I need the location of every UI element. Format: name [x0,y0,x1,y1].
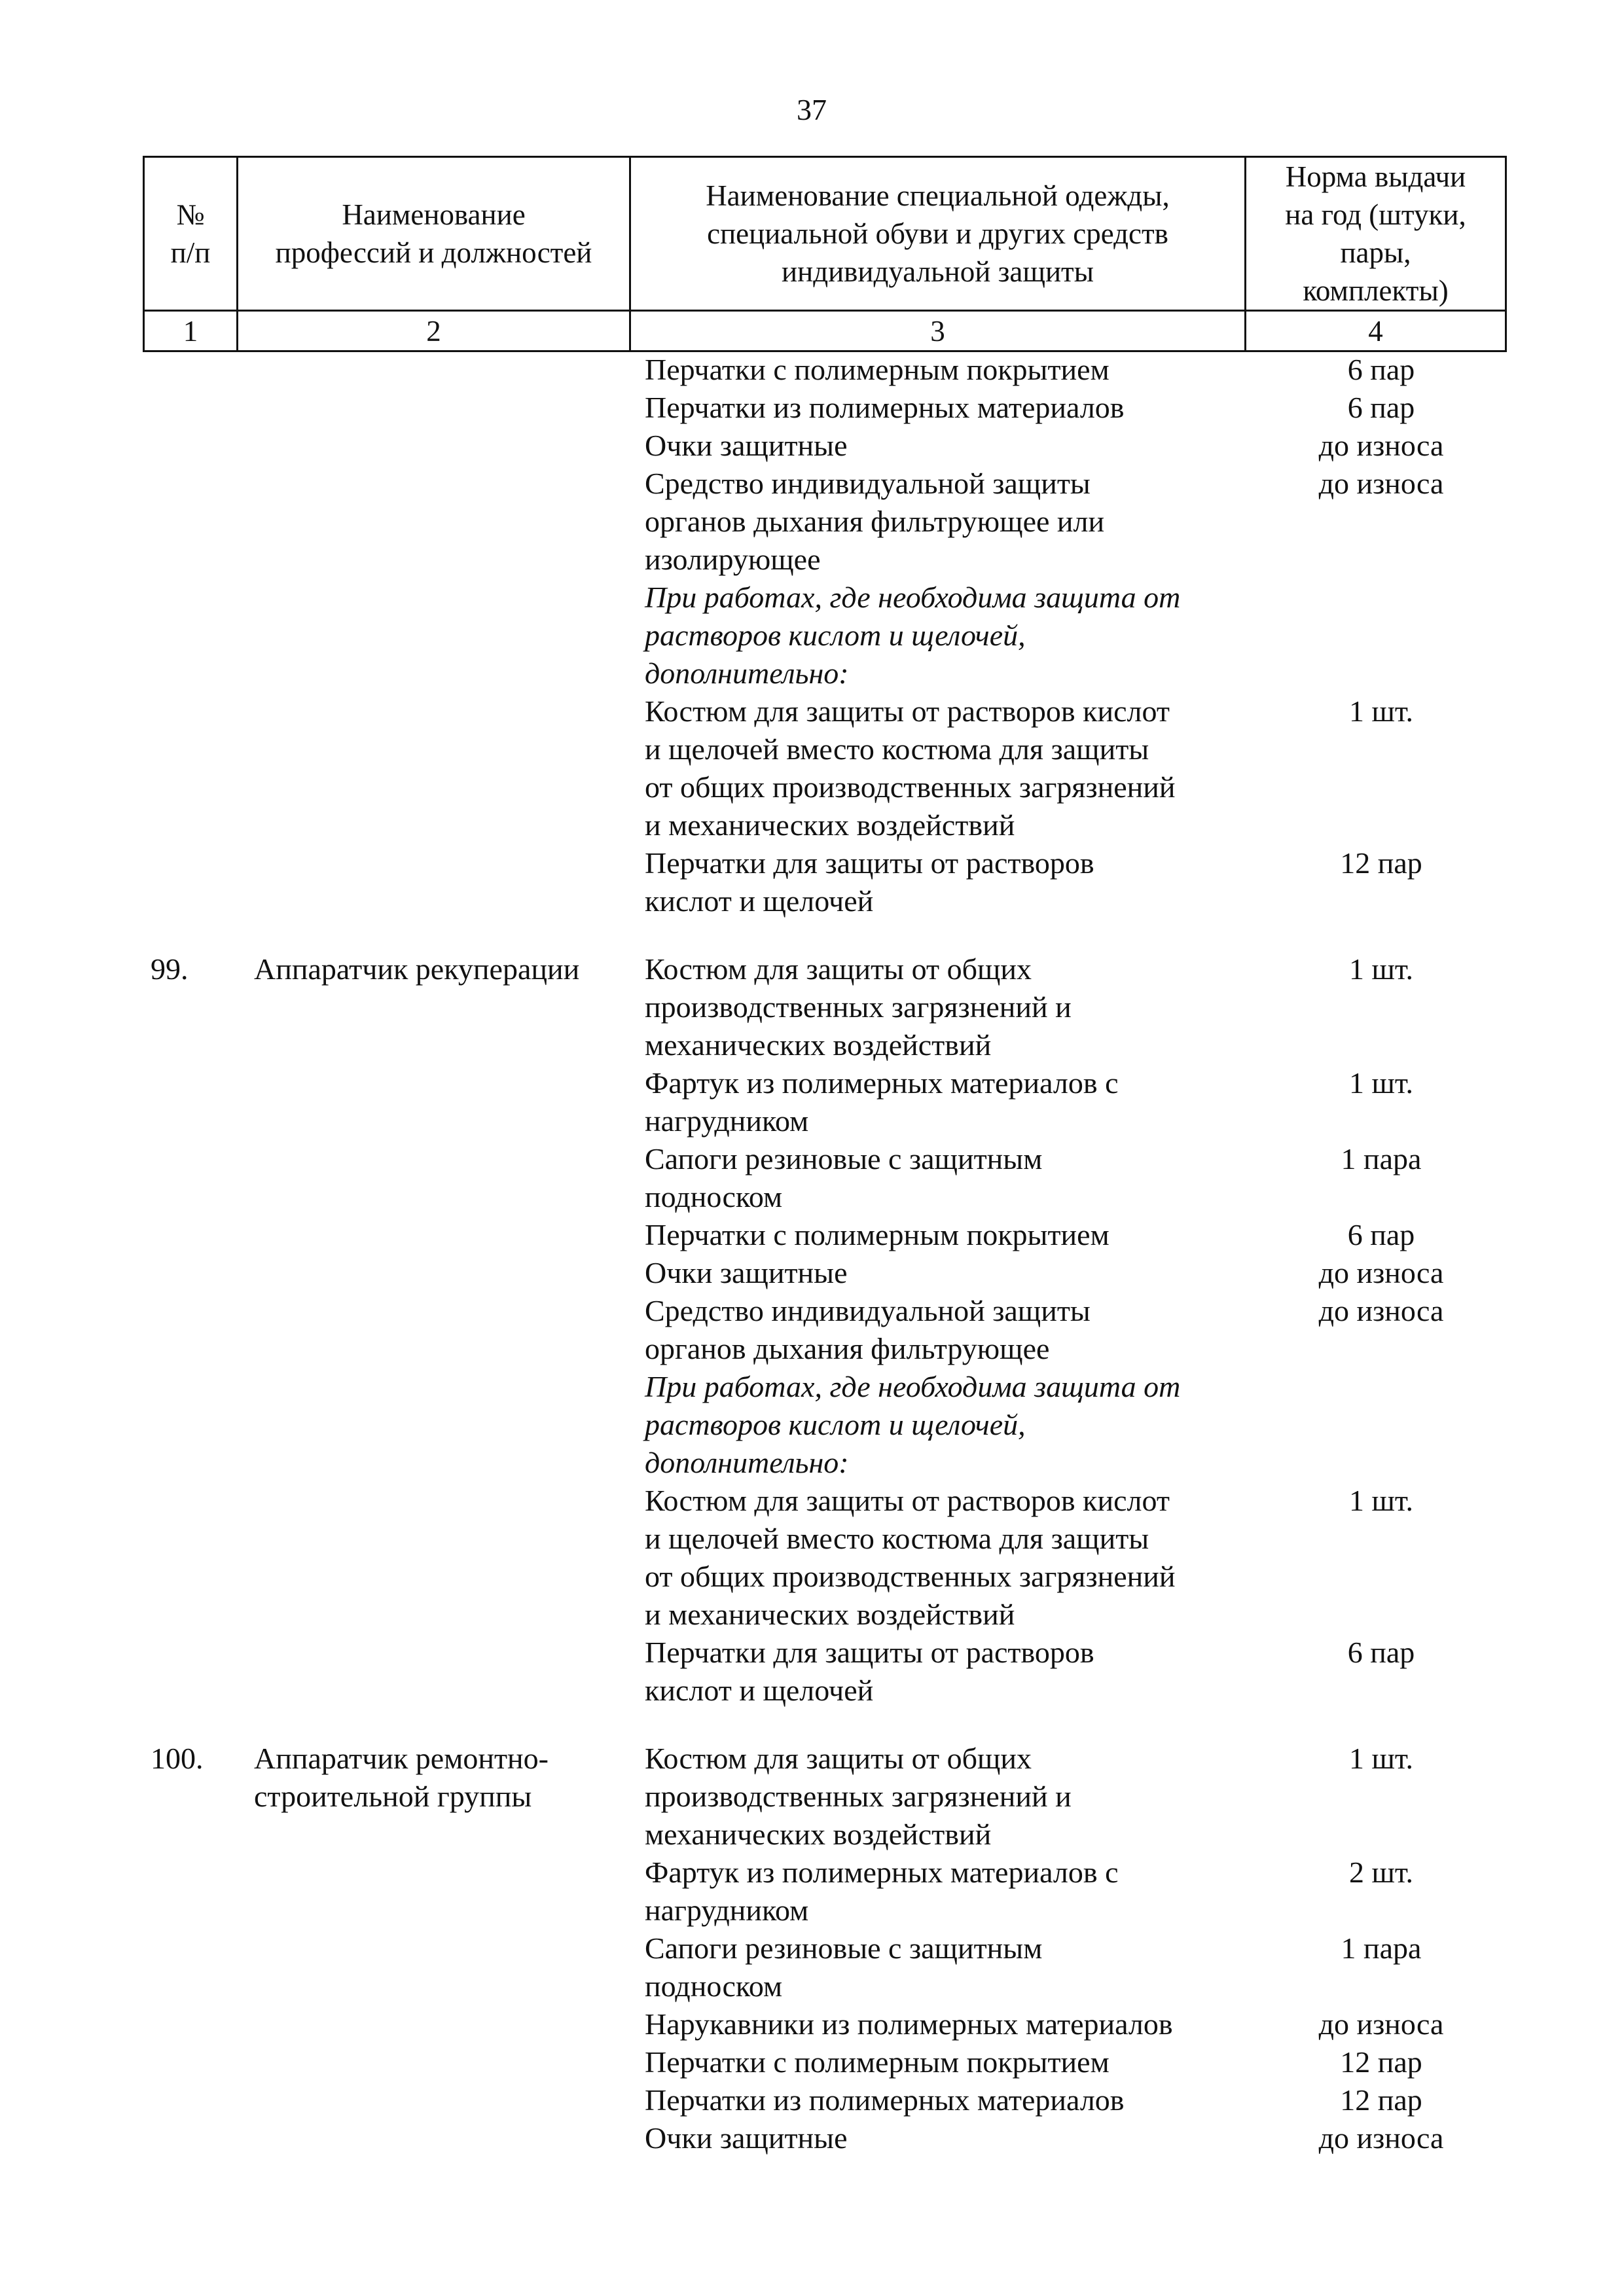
equipment-item: Средство индивидуальной защиты органов дыхания фильтрующее или изолирующее [645,467,1105,576]
equipment-item: Костюм для защиты от общих производственных загрязнений и механических воздействий [645,952,1072,1062]
equipment-item: Перчатки из полимерных материалов [645,391,1125,424]
equipment-item: Очки защитные [645,429,848,462]
issue-norm: 2 шт. [1348,1856,1414,1889]
condition-note: При работах, где необходима защита от растворов кислот и щелочей, дополнительно: [645,581,1181,690]
profession-name: Аппаратчик ремонтно- строительной группы [254,1742,549,1813]
equipment-item: Фартук из полимерных материалов с нагрудником [645,1856,1119,1927]
issue-norm: 12 пар [1340,846,1422,880]
equipment-item: Перчатки из полимерных материалов [645,2083,1125,2117]
equipment-item: Перчатки с полимерным покрытием [645,1218,1110,1251]
issue-norm: 1 пара [1341,1931,1422,1965]
equipment-item: Перчатки с полимерным покрытием [645,353,1110,386]
equipment-item: Перчатки для защиты от растворов кислот и щелочей [645,846,1094,918]
issue-norm: 6 пар [1347,353,1415,386]
issue-norm: 1 пара [1341,1142,1422,1175]
page-number: 37 [797,93,827,126]
column-number-3: 3 [930,315,945,348]
equipment-item: Сапоги резиновые с защитным подноском [645,1142,1043,1213]
header-number-column: № п/п [170,198,211,269]
profession-name: Аппаратчик рекуперации [254,952,580,986]
issue-norm: 6 пар [1347,1636,1415,1669]
issue-norm: до износа [1318,429,1444,462]
equipment-item: Средство индивидуальной защиты органов дыхания фильтрующее [645,1294,1091,1365]
equipment-item: Сапоги резиновые с защитным подноском [645,1931,1043,2003]
issue-norm: 1 шт. [1348,952,1414,986]
entry-number: 100. [151,1742,204,1775]
equipment-item: Очки защитные [645,2121,848,2155]
issue-norm: до износа [1318,1256,1444,1289]
issue-norm: 1 шт. [1348,694,1414,728]
header-profession-column: Наименование профессий и должностей [275,198,592,269]
column-number-4: 4 [1368,315,1383,348]
equipment-item: Нарукавники из полимерных материалов [645,2007,1173,2041]
entry-number: 99. [151,952,189,986]
issue-norm: до износа [1318,467,1444,500]
header-norm-column: Норма выдачи на год (штуки, пары, комплекты) [1285,160,1466,307]
issue-norm: 6 пар [1347,391,1415,424]
column-number-2: 2 [426,315,441,348]
equipment-item: Перчатки для защиты от растворов кислот и щелочей [645,1636,1094,1707]
issue-norm: до износа [1318,1294,1444,1327]
table-header [143,156,1507,352]
issue-norm: 1 шт. [1348,1066,1414,1100]
issue-norm: до износа [1318,2007,1444,2041]
issue-norm: 1 шт. [1348,1742,1414,1775]
issue-norm: 1 шт. [1348,1484,1414,1517]
issue-norm: 6 пар [1347,1218,1415,1251]
equipment-item: Очки защитные [645,1256,848,1289]
issue-norm: 12 пар [1340,2083,1422,2117]
issue-norm: 12 пар [1340,2045,1422,2079]
equipment-item: Костюм для защиты от растворов кислот и щелочей вместо костюма для защиты от общих производственных загрязнений и механических воздействий [645,694,1176,842]
header-equipment-column: Наименование специальной одежды, специальной обуви и других средств индивидуальной защиты [706,179,1170,288]
condition-note: При работах, где необходима защита от растворов кислот и щелочей, дополнительно: [645,1370,1181,1479]
equipment-item: Костюм для защиты от растворов кислот и щелочей вместо костюма для защиты от общих производственных загрязнений и механических воздействий [645,1484,1176,1631]
issue-norm: до износа [1318,2121,1444,2155]
equipment-item: Фартук из полимерных материалов с нагрудником [645,1066,1119,1138]
equipment-item: Костюм для защиты от общих производственных загрязнений и механических воздействий [645,1742,1072,1851]
column-number-1: 1 [183,315,198,348]
equipment-item: Перчатки с полимерным покрытием [645,2045,1110,2079]
